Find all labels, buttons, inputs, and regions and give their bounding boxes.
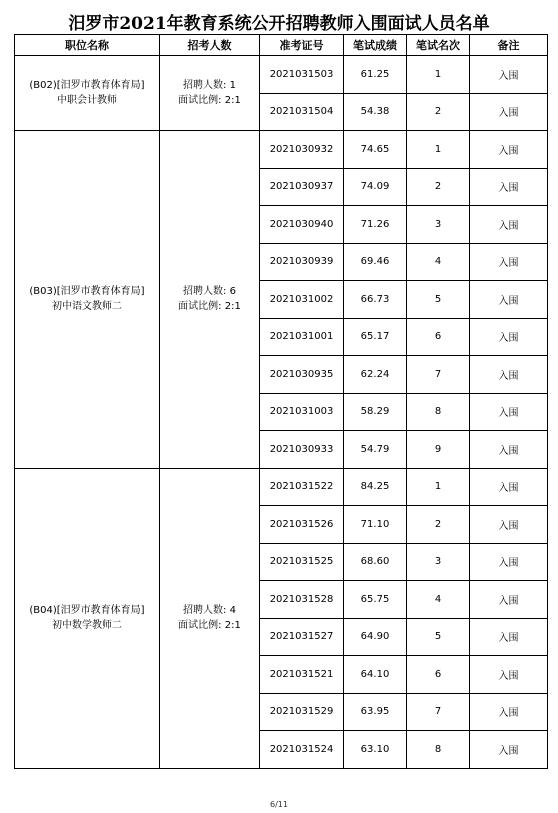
exam-id-cell: 2021030940 xyxy=(260,206,344,244)
rank-cell: 2 xyxy=(407,93,470,131)
rank-cell: 7 xyxy=(407,693,470,731)
rank-cell: 4 xyxy=(407,581,470,619)
exam-id-cell: 2021031003 xyxy=(260,393,344,431)
quota-line: 招聘人数: 1 xyxy=(183,80,236,91)
note-cell: 入围 xyxy=(470,318,548,356)
score-cell: 65.75 xyxy=(344,581,407,619)
score-cell: 69.46 xyxy=(344,243,407,281)
score-cell: 84.25 xyxy=(344,468,407,506)
rank-cell: 6 xyxy=(407,656,470,694)
exam-id-cell: 2021030937 xyxy=(260,168,344,206)
note-cell: 入围 xyxy=(470,56,548,94)
score-cell: 58.29 xyxy=(344,393,407,431)
note-cell: 入围 xyxy=(470,581,548,619)
note-cell: 入围 xyxy=(470,243,548,281)
rank-cell: 9 xyxy=(407,431,470,469)
score-cell: 54.79 xyxy=(344,431,407,469)
quota-cell xyxy=(160,468,260,768)
score-cell: 62.24 xyxy=(344,356,407,394)
quota-cell xyxy=(160,56,260,131)
header-note: 备注 xyxy=(470,35,548,56)
score-cell: 64.90 xyxy=(344,618,407,656)
exam-id-cell: 2021031001 xyxy=(260,318,344,356)
note-cell: 入围 xyxy=(470,168,548,206)
score-cell: 63.95 xyxy=(344,693,407,731)
header-exam-id: 准考证号 xyxy=(260,35,344,56)
rank-cell: 4 xyxy=(407,243,470,281)
position-cell xyxy=(15,56,160,131)
rank-cell: 7 xyxy=(407,356,470,394)
position-line: 中职会计教师 xyxy=(57,95,117,106)
score-cell: 54.38 xyxy=(344,93,407,131)
quota-line: 招聘人数: 4 xyxy=(183,605,236,616)
note-cell: 入围 xyxy=(470,656,548,694)
header-rank: 笔试名次 xyxy=(407,35,470,56)
position-line: (B04)[汨罗市教育体育局] xyxy=(29,605,145,616)
rank-cell: 2 xyxy=(407,168,470,206)
note-cell: 入围 xyxy=(470,693,548,731)
exam-id-cell: 2021030939 xyxy=(260,243,344,281)
score-cell: 66.73 xyxy=(344,281,407,319)
exam-id-cell: 2021031524 xyxy=(260,731,344,769)
rank-cell: 1 xyxy=(407,56,470,94)
position-line: (B02)[汨罗市教育体育局] xyxy=(29,80,145,91)
note-cell: 入围 xyxy=(470,543,548,581)
exam-id-cell: 2021031002 xyxy=(260,281,344,319)
quota-line: 招聘人数: 6 xyxy=(183,286,236,298)
note-cell: 入围 xyxy=(470,618,548,656)
table-body xyxy=(15,56,548,769)
position-cell xyxy=(15,468,160,768)
exam-id-cell: 2021030933 xyxy=(260,431,344,469)
note-cell: 入围 xyxy=(470,431,548,469)
page-title: 汨罗市2021年教育系统公开招聘教师入围面试人员名单 xyxy=(68,14,490,34)
exam-id-cell: 2021031527 xyxy=(260,618,344,656)
note-cell: 入围 xyxy=(470,731,548,769)
header-quota: 招考人数 xyxy=(160,35,260,56)
score-cell: 71.10 xyxy=(344,506,407,544)
note-cell: 入围 xyxy=(470,281,548,319)
rank-cell: 8 xyxy=(407,393,470,431)
exam-id-cell: 2021031529 xyxy=(260,693,344,731)
score-cell: 63.10 xyxy=(344,731,407,769)
exam-id-cell: 2021031526 xyxy=(260,506,344,544)
exam-id-cell: 2021030935 xyxy=(260,356,344,394)
exam-id-cell: 2021031522 xyxy=(260,468,344,506)
note-cell: 入围 xyxy=(470,506,548,544)
score-cell: 61.25 xyxy=(344,56,407,94)
position-line: 初中数学教师二 xyxy=(52,620,122,631)
quota-line: 面试比例: 2:1 xyxy=(178,620,241,631)
quota-line: 面试比例: 2:1 xyxy=(178,95,241,106)
exam-id-cell: 2021030932 xyxy=(260,131,344,169)
note-cell: 入围 xyxy=(470,93,548,131)
rank-cell: 1 xyxy=(407,131,470,169)
score-cell: 71.26 xyxy=(344,206,407,244)
rank-cell: 2 xyxy=(407,506,470,544)
exam-id-cell: 2021031528 xyxy=(260,581,344,619)
rank-cell: 3 xyxy=(407,206,470,244)
note-cell: 入围 xyxy=(470,206,548,244)
table-row xyxy=(15,56,548,94)
table-row xyxy=(15,131,548,169)
note-cell: 入围 xyxy=(470,468,548,506)
quota-line: 面试比例: 2:1 xyxy=(178,301,241,313)
exam-id-cell: 2021031525 xyxy=(260,543,344,581)
quota-cell xyxy=(160,131,260,469)
score-cell: 74.65 xyxy=(344,131,407,169)
position-line: (B03)[汨罗市教育体育局] xyxy=(29,286,145,298)
rank-cell: 6 xyxy=(407,318,470,356)
page-number: 6/11 xyxy=(270,800,288,809)
rank-cell: 5 xyxy=(407,281,470,319)
score-cell: 65.17 xyxy=(344,318,407,356)
score-cell: 64.10 xyxy=(344,656,407,694)
exam-id-cell: 2021031503 xyxy=(260,56,344,94)
header-score: 笔试成绩 xyxy=(344,35,407,56)
rank-cell: 1 xyxy=(407,468,470,506)
header-position: 职位名称 xyxy=(15,35,160,56)
exam-id-cell: 2021031521 xyxy=(260,656,344,694)
exam-id-cell: 2021031504 xyxy=(260,93,344,131)
score-cell: 68.60 xyxy=(344,543,407,581)
score-cell: 74.09 xyxy=(344,168,407,206)
position-cell xyxy=(15,131,160,469)
rank-cell: 3 xyxy=(407,543,470,581)
rank-cell: 8 xyxy=(407,731,470,769)
note-cell: 入围 xyxy=(470,356,548,394)
note-cell: 入围 xyxy=(470,393,548,431)
table-row xyxy=(15,468,548,506)
note-cell: 入围 xyxy=(470,131,548,169)
candidate-table xyxy=(14,34,548,769)
table-header-row xyxy=(15,35,548,56)
rank-cell: 5 xyxy=(407,618,470,656)
position-line: 初中语文教师二 xyxy=(52,301,122,313)
